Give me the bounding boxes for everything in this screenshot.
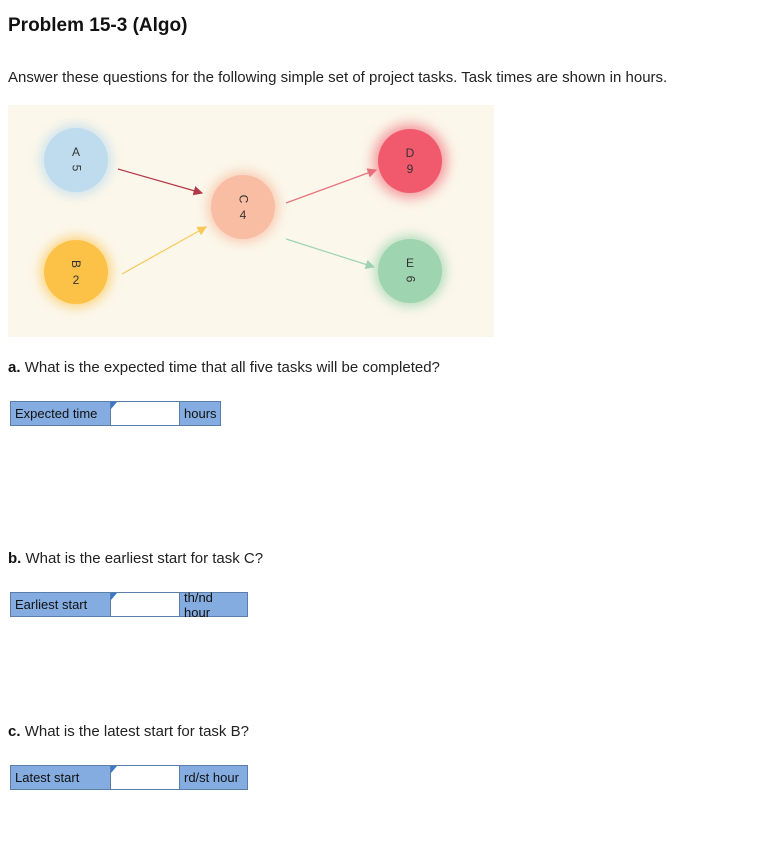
arrow-c-to-d bbox=[286, 170, 376, 203]
question-b-text: What is the earliest start for task C? bbox=[25, 550, 264, 567]
task-node-b bbox=[44, 240, 108, 304]
expected-time-cell bbox=[111, 402, 180, 425]
task-b-time: 2 bbox=[72, 273, 80, 287]
question-c bbox=[8, 723, 249, 740]
input-marker-icon bbox=[111, 593, 117, 600]
page-title: Problem 15-3 (Algo) bbox=[8, 15, 188, 36]
task-c-time: 4 bbox=[239, 208, 247, 222]
task-d-name: D bbox=[405, 146, 415, 160]
task-node-a bbox=[44, 128, 108, 192]
arrow-c-to-e bbox=[286, 239, 374, 267]
answer-row-b bbox=[10, 589, 248, 620]
input-marker-icon bbox=[111, 402, 117, 409]
question-a-letter: a. bbox=[8, 359, 21, 376]
question-c-letter: c. bbox=[8, 723, 21, 740]
task-node-d bbox=[378, 129, 442, 193]
task-a-name: A bbox=[71, 145, 80, 159]
intro-text: Answer these questions for the following simple set of project tasks. Task times are shown in hours. bbox=[8, 69, 668, 86]
earliest-start-unit: th/nd hour bbox=[180, 593, 247, 616]
latest-start-unit: rd/st hour bbox=[180, 766, 247, 789]
task-d-time: 9 bbox=[406, 162, 414, 176]
arrow-a-to-c bbox=[118, 169, 202, 193]
answer-row-a bbox=[10, 401, 221, 426]
answer-row-c bbox=[10, 765, 248, 790]
earliest-start-label: Earliest start bbox=[11, 593, 111, 616]
task-node-c bbox=[211, 175, 275, 239]
task-e-time: 6 bbox=[403, 275, 417, 283]
input-marker-icon bbox=[111, 766, 117, 773]
task-a-time: 5 bbox=[69, 164, 83, 172]
task-e-name: E bbox=[405, 256, 414, 270]
question-b-letter: b. bbox=[8, 550, 22, 567]
project-network-diagram bbox=[8, 105, 494, 337]
earliest-start-cell bbox=[111, 593, 180, 616]
latest-start-cell bbox=[111, 766, 180, 789]
earliest-start-input[interactable] bbox=[111, 593, 179, 616]
expected-time-input[interactable] bbox=[111, 402, 179, 425]
expected-time-unit: hours bbox=[180, 402, 220, 425]
latest-start-input[interactable] bbox=[111, 766, 179, 789]
task-b-name: B bbox=[68, 259, 83, 269]
question-c-text: What is the latest start for task B? bbox=[24, 723, 249, 740]
latest-start-label: Latest start bbox=[11, 766, 111, 789]
task-node-e bbox=[378, 239, 442, 303]
task-c-name: C bbox=[235, 194, 250, 204]
expected-time-label: Expected time bbox=[11, 402, 111, 425]
arrow-b-to-c bbox=[122, 227, 206, 274]
question-b bbox=[8, 550, 263, 567]
question-a bbox=[8, 359, 440, 376]
question-a-text: What is the expected time that all five tasks will be completed? bbox=[24, 359, 440, 376]
